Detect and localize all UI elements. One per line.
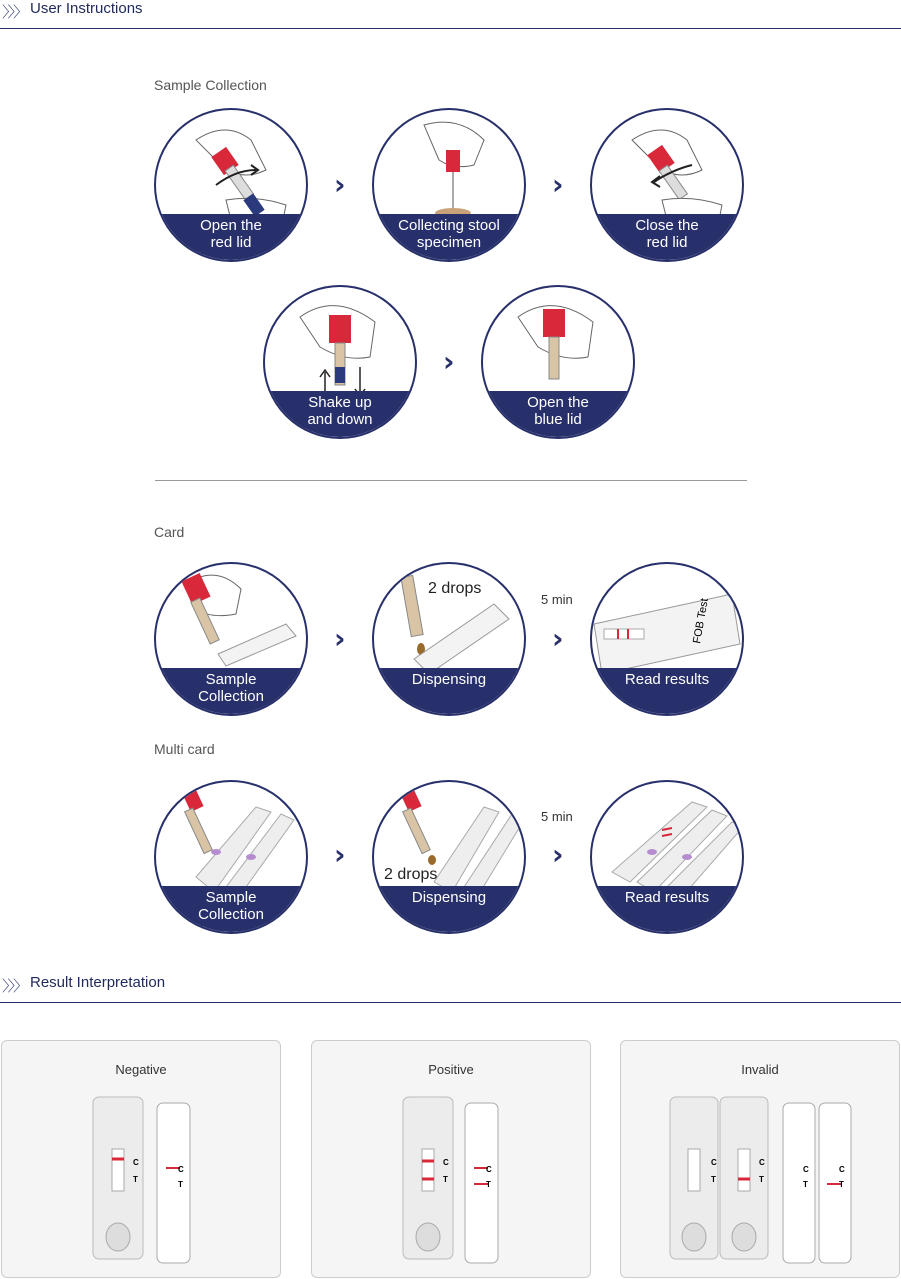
step-open-red-lid [154,108,308,262]
step-caption: Sample Collection [198,671,264,705]
c-label: C [178,1165,184,1174]
card-step-sample [154,562,308,716]
step-caption: Open the red lid [200,217,262,251]
wait-time-label: 5 min [541,809,573,824]
positive-devices-illustration [312,1041,592,1279]
next-arrow-icon: › [334,838,346,871]
next-arrow-icon: › [552,168,564,201]
result-title: Negative [115,1062,167,1077]
sample-collection-label: Sample Collection [154,77,267,93]
step-caption: Read results [624,889,710,906]
t-label: T [839,1180,844,1189]
drops-label: 2 drops [428,580,482,597]
step-caption: Sample Collection [198,889,264,923]
step-shake [263,285,417,439]
result-positive [311,1040,591,1278]
next-arrow-icon: › [552,622,564,655]
step-collecting-stool [372,108,526,262]
c-label: C [133,1158,139,1167]
c-label: C [711,1158,717,1167]
section-header-results [0,974,901,1003]
t-label: T [443,1175,448,1184]
t-label: T [486,1180,491,1189]
next-arrow-icon: › [334,622,346,655]
step-caption: Dispensing [411,889,487,906]
section-header-instructions [0,0,901,29]
t-label: T [178,1180,183,1189]
c-label: C [759,1158,765,1167]
next-arrow-icon: › [443,345,455,378]
negative-devices-illustration [2,1041,282,1279]
step-close-red-lid [590,108,744,262]
c-label: C [486,1165,492,1174]
t-label: T [759,1175,764,1184]
step-open-blue-lid [481,285,635,439]
step-caption: Shake up and down [307,394,373,428]
wait-time-label: 5 min [541,592,573,607]
multi-step-sample [154,780,308,934]
next-arrow-icon: › [334,168,346,201]
multi-step-dispensing [372,780,526,934]
c-label: C [803,1165,809,1174]
chevrons-icon: 〉〉〉 [2,4,27,21]
result-title: Positive [428,1062,474,1077]
result-negative [1,1040,281,1278]
result-title: Invalid [741,1062,779,1077]
chevrons-icon: 〉〉〉 [2,978,27,995]
invalid-devices-illustration [621,1041,901,1279]
step-caption: Read results [624,671,710,688]
step-caption: Close the red lid [635,217,699,251]
multi-step-read [590,780,744,934]
card-label: Card [154,524,185,540]
step-caption: Dispensing [411,671,487,688]
t-label: T [711,1175,716,1184]
next-arrow-icon: › [552,838,564,871]
t-label: T [803,1180,808,1189]
section-title: User Instructions [30,0,143,17]
drops-label: 2 drops [384,866,438,883]
c-label: C [839,1165,845,1174]
device-label: FOB Test [691,597,711,645]
c-label: C [443,1158,449,1167]
step-caption: Open the blue lid [527,394,589,428]
section-divider [155,480,747,481]
result-invalid [620,1040,900,1278]
card-step-read [590,562,744,716]
t-label: T [133,1175,138,1184]
step-caption: Collecting stool specimen [398,217,500,251]
section-title: Result Interpretation [30,974,166,991]
multi-card-label: Multi card [154,741,215,757]
